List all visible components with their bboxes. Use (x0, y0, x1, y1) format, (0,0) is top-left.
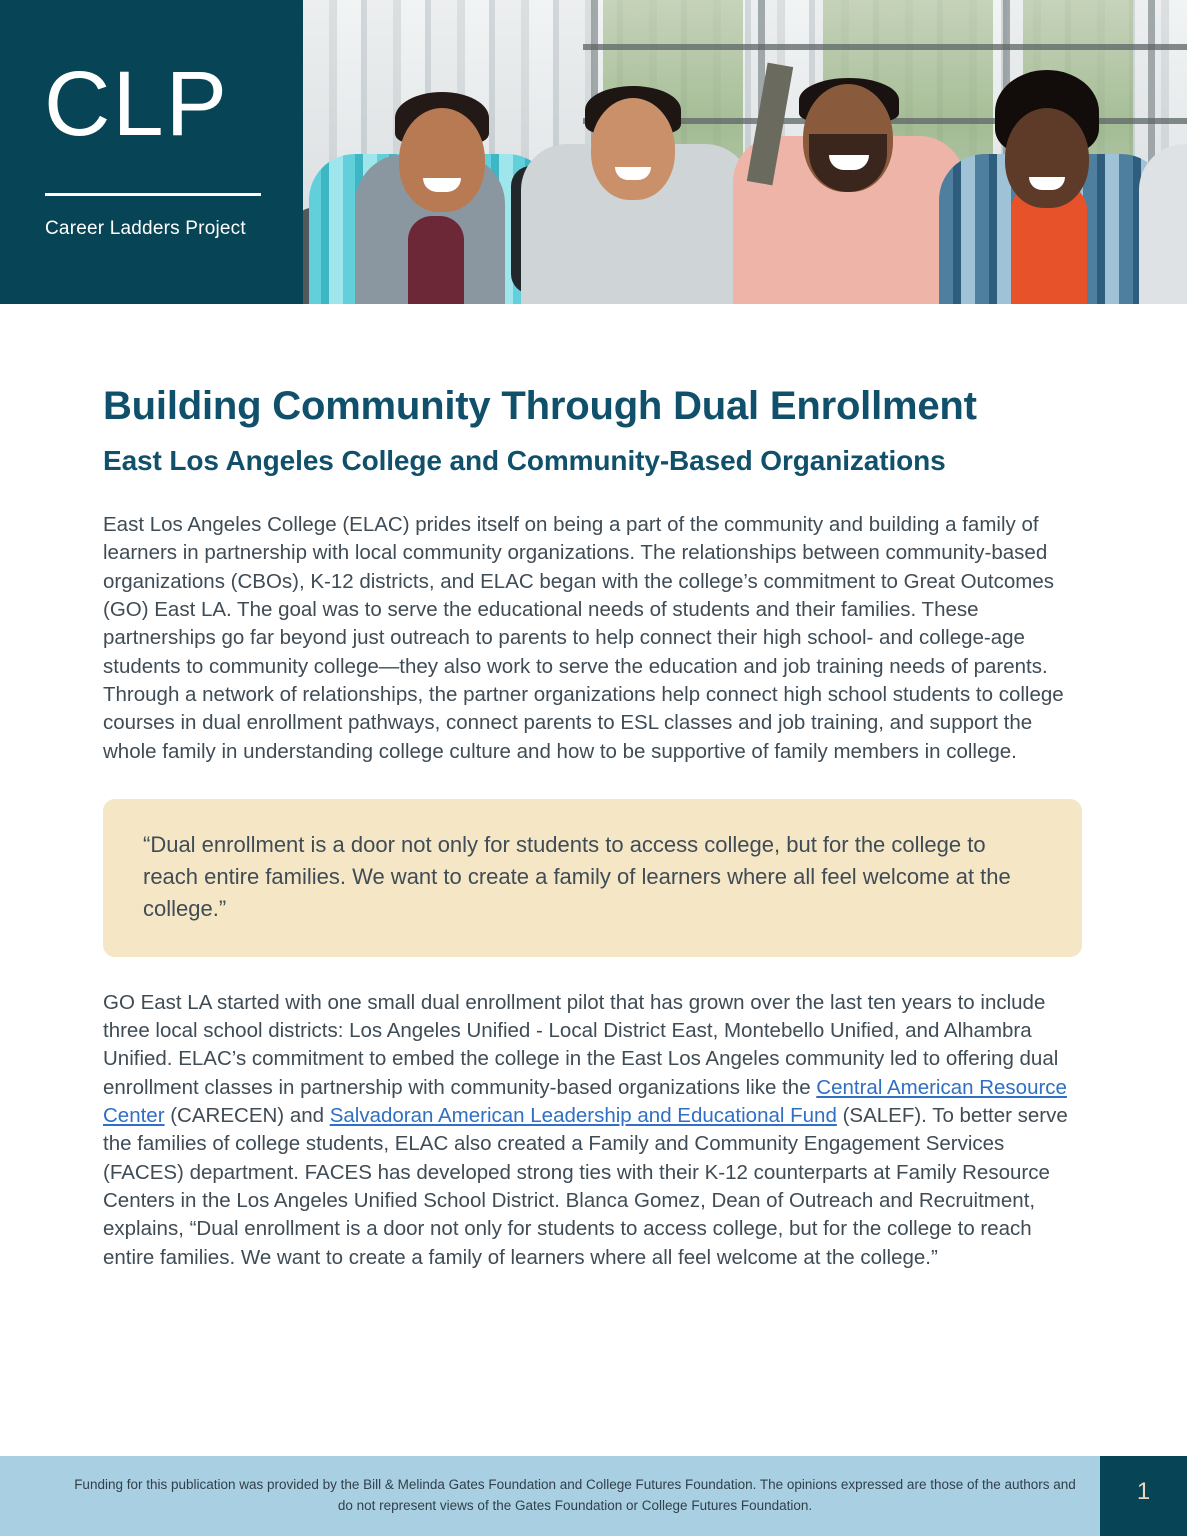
logo-divider (45, 193, 261, 196)
page-header (0, 0, 1187, 304)
link-central-american-resource-center[interactable]: Central American Resource Center (103, 1075, 1067, 1128)
funding-note: Funding for this publication was provided by the Bill & Melinda Gates Foundation and College Futures Foundation. The opinions expressed are those of the authors and do not represent views of the Gates Foundation or College Futures Foundation. (74, 1477, 1076, 1513)
student-face (591, 98, 675, 200)
pull-quote-text: “Dual enrollment is a door not only for students to access college, but for the college to reach entire families. We want to create a family of learners where all feel welcome at the college.” (143, 831, 1011, 921)
page-subtitle: East Los Angeles College and Community-Based Organizations (103, 444, 946, 476)
brand-tagline: Career Ladders Project (45, 218, 246, 239)
brand-logo-block (0, 0, 303, 304)
hero-student (733, 36, 965, 304)
page-number: 1 (1136, 1478, 1151, 1505)
page-footer (0, 1456, 1187, 1536)
document-body (103, 304, 1084, 1272)
student-shirt (408, 216, 464, 304)
hero-student (521, 56, 751, 304)
paragraph-text-segment: GO East LA started with one small dual enrollment pilot that has grown over the last ten years to include three local school districts: Los Angeles Unified - Local District East, Montebello Unified, and Alhambra Unified. ELAC’s commitment to embed the college in the East Los Angeles community led to offering dual enrollment classes in partnership with community-based organizations like the (103, 990, 1059, 1099)
pull-quote-box (103, 799, 1082, 957)
paragraph-text-segment: (SALEF). To better serve the families of college students, ELAC also created a Family and Community Engagement Services (FACES) department. FACES has developed strong ties with their K-12 counterparts at Family Resource Centers in the Los Angeles Unified School District. Blanca Gomez, Dean of Outreach and Recruitment, explains, “Dual enrollment is a door not only for students to access college, but for the college to reach entire families. We want to create a family of learners where all feel welcome at the college.” (103, 1104, 1068, 1269)
paragraph-text-segment: (CARECEN) and (164, 1104, 330, 1128)
hero-student (1139, 52, 1187, 304)
link-salvadoran-american-leadership-and-educational-fund[interactable]: Salvadoran American Leadership and Educational Fund (329, 1104, 837, 1128)
student-face (1005, 108, 1089, 208)
student-face (399, 108, 485, 212)
student-torso (1139, 144, 1187, 304)
clp-logo-mark: CLP (44, 53, 229, 155)
page-number-block (1100, 1456, 1187, 1536)
hero-photo (303, 0, 1187, 304)
paragraph-partnerships (103, 989, 1084, 1272)
hero-student (939, 72, 1167, 304)
page-title: Building Community Through Dual Enrollment (103, 384, 977, 428)
paragraph-intro: East Los Angeles College (ELAC) prides itself on being a part of the community and building a family of learners in partnership with local community organizations. The relationships between community-based organizations (CBOs), K-12 districts, and ELAC began with the college’s commitment to Great Outcomes (GO) East LA. The goal was to serve the educational needs of students and their families. These partnerships go far beyond just outreach to parents to help connect their high school- and college-age students to community college—they also work to serve the education and job training needs of parents. Through a network of relationships, the partner organizations help connect high school students to college courses in dual enrollment pathways, connect parents to ESL classes and job training, and support the whole family in understanding college culture and how to be supportive of family members in college. (103, 513, 1064, 763)
